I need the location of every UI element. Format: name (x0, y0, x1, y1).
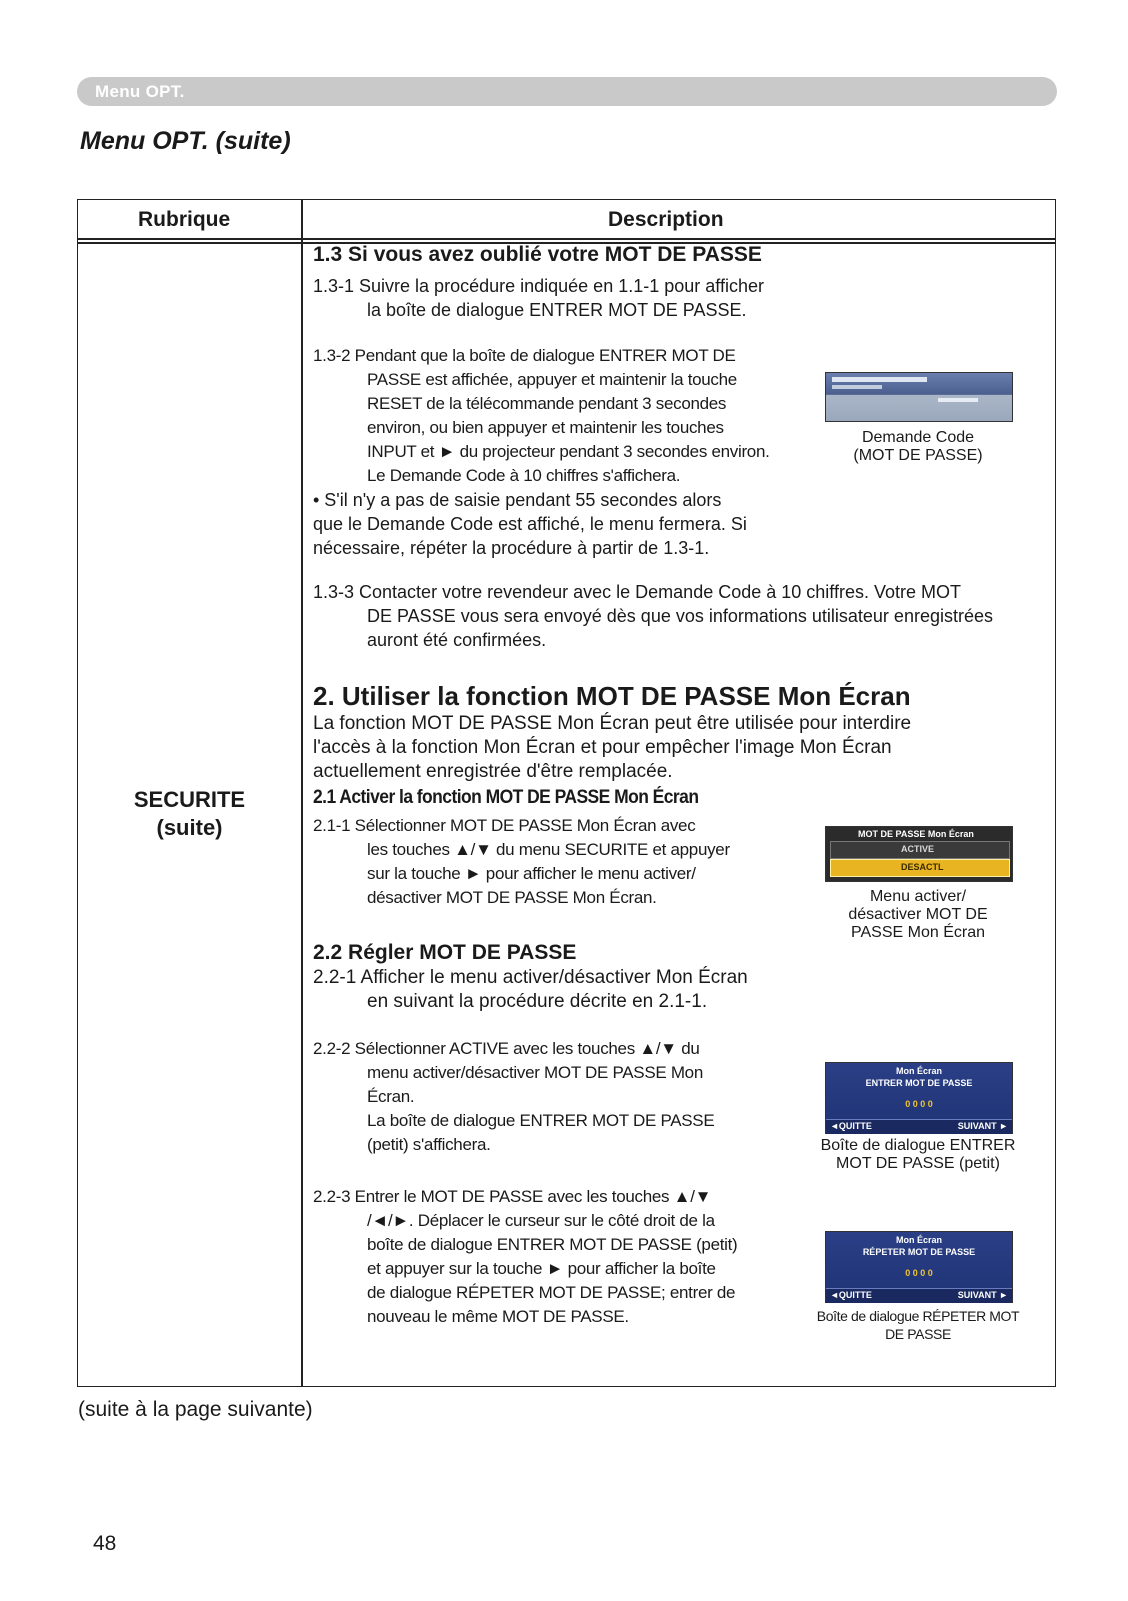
caption-line: Demande Code (861, 429, 975, 446)
dialog-subtitle: RÉPETER MOT DE PASSE (862, 1247, 976, 1257)
text-line: INPUT et ► du projecteur pendant 3 secondes environ. (367, 442, 770, 461)
caption-line: Menu activer/ (869, 888, 967, 905)
column-header-rubrique: Rubrique (138, 208, 231, 231)
text-line: actuellement enregistrée d'être remplacée. (313, 761, 673, 782)
text-line: la boîte de dialogue ENTRER MOT DE PASSE. (367, 300, 747, 320)
text-line: boîte de dialogue ENTRER MOT DE PASSE (petit) (367, 1235, 738, 1254)
note-1-3 (313, 488, 747, 560)
intro-2 (313, 712, 911, 784)
text-line: 1.3-1 Suivre la procédure indiquée en 1.1-1 pour afficher (313, 276, 764, 296)
heading-2-1: 2.1 Activer la fonction MOT DE PASSE Mon Écran (313, 787, 699, 808)
text-line: 2.2-1 Afficher le menu activer/désactiver Mon Écran (313, 967, 748, 988)
heading-2: 2. Utiliser la fonction MOT DE PASSE Mon Écran (313, 681, 911, 711)
rubrique-suite: (suite) (156, 815, 223, 840)
text-line: les touches ▲/▼ du menu SECURITE et appuyer (367, 840, 730, 859)
caption-line: PASSE Mon Écran (851, 924, 985, 941)
dialog-code: 0 0 0 0 (905, 1268, 933, 1278)
text-line: /◄/►. Déplacer le curseur sur le côté droit de la (367, 1211, 715, 1230)
column-divider (301, 200, 303, 1386)
screenshot-subtitle-bar (832, 385, 882, 389)
section-banner (77, 77, 1057, 106)
text-line: • S'il n'y a pas de saisie pendant 55 secondes alors (313, 490, 722, 510)
dialog-subtitle: ENTRER MOT DE PASSE (865, 1078, 973, 1088)
rubrique-securite: SECURITE (133, 787, 246, 812)
heading-2-2: 2.2 Régler MOT DE PASSE (313, 941, 577, 964)
step-1-3-2 (313, 344, 770, 488)
text-line: 2.2-3 Entrer le MOT DE PASSE avec les touches ▲/▼ (313, 1187, 712, 1206)
dialog-footer (826, 1119, 1012, 1134)
menu-option-desactl-row (830, 859, 1010, 877)
text-line: en suivant la procédure décrite en 2.1-1. (367, 991, 708, 1012)
text-line: Écran. (367, 1087, 415, 1106)
step-2-2-3 (313, 1185, 737, 1329)
dialog-footer (826, 1288, 1012, 1303)
repeter-dialog-caption (803, 1307, 1033, 1343)
entrer-dialog-caption (803, 1137, 1033, 1173)
text-line: 1.3-2 Pendant que la boîte de dialogue ENTRER MOT DE (313, 346, 736, 365)
section-tab-label: Menu OPT. (95, 82, 185, 101)
text-line: de dialogue RÉPETER MOT DE PASSE; entrer de (367, 1283, 736, 1302)
page-number: 48 (93, 1532, 117, 1555)
screenshot-title-bar (832, 377, 927, 382)
text-line: nouveau le même MOT DE PASSE. (367, 1307, 629, 1326)
text-line: (petit) s'affichera. (367, 1135, 491, 1154)
text-line: et appuyer sur la touche ► pour afficher la boîte (367, 1259, 716, 1278)
demande-code-screenshot (825, 372, 1013, 422)
caption-line: (MOT DE PASSE) (853, 447, 983, 464)
continued-note: (suite à la page suivante) (78, 1398, 313, 1421)
repeter-dialog-screenshot (825, 1231, 1013, 1303)
menu-option-active: ACTIVE (901, 844, 935, 854)
header-divider (78, 238, 1055, 240)
text-line: 2.2-2 Sélectionner ACTIVE avec les touches ▲/▼ du (313, 1039, 700, 1058)
page-title: Menu OPT. (suite) (80, 127, 291, 155)
heading-1-3: 1.3 Si vous avez oublié votre MOT DE PASSE (313, 243, 762, 266)
description-table (77, 199, 1056, 1387)
screenshot-code-bar (938, 398, 978, 402)
step-2-2-2 (313, 1037, 714, 1157)
text-line: l'accès à la fonction Mon Écran et pour empêcher l'image Mon Écran (313, 737, 892, 758)
dialog-quit: ◄QUITTE (830, 1121, 872, 1131)
dialog-next: SUIVANT ► (957, 1290, 1008, 1300)
menu-option-desactl: DESACTL (901, 862, 944, 872)
caption-line: DE PASSE (885, 1326, 951, 1342)
dialog-title: Mon Écran (895, 1066, 942, 1076)
step-2-1-1 (313, 814, 730, 910)
text-line: 2.1-1 Sélectionner MOT DE PASSE Mon Écran avec (313, 816, 696, 835)
caption-line: désactiver MOT DE (848, 906, 988, 923)
text-line: environ, ou bien appuyer et maintenir les touches (367, 418, 724, 437)
text-line: La boîte de dialogue ENTRER MOT DE PASSE (367, 1111, 715, 1130)
caption-line: Boîte de dialogue ENTRER (820, 1137, 1016, 1154)
dialog-code: 0 0 0 0 (905, 1099, 933, 1109)
heading-2-1-wrap (313, 787, 732, 809)
text-line: DE PASSE vous sera envoyé dès que vos informations utilisateur enregistrées (367, 606, 993, 626)
text-line: Le Demande Code à 10 chiffres s'affichera. (367, 466, 681, 485)
step-1-3-3 (313, 580, 1053, 652)
text-line: 1.3-3 Contacter votre revendeur avec le Demande Code à 10 chiffres. Votre MOT (313, 582, 961, 602)
activer-menu-caption (803, 888, 1033, 942)
text-line: PASSE est affichée, appuyer et maintenir la touche (367, 370, 737, 389)
text-line: nécessaire, répéter la procédure à partir de 1.3-1. (313, 538, 710, 558)
text-line: menu activer/désactiver MOT DE PASSE Mon (367, 1063, 703, 1082)
step-2-2-1 (313, 966, 748, 1014)
dialog-next: SUIVANT ► (957, 1121, 1008, 1131)
menu-option-active-row (830, 841, 1010, 859)
text-line: auront été confirmées. (367, 630, 547, 650)
column-header-description: Description (608, 208, 724, 231)
text-line: La fonction MOT DE PASSE Mon Écran peut être utilisée pour interdire (313, 713, 912, 734)
caption-line: MOT DE PASSE (petit) (836, 1155, 1000, 1172)
menu-screenshot-title: MOT DE PASSE Mon Écran (858, 829, 974, 839)
text-line: désactiver MOT DE PASSE Mon Écran. (367, 888, 657, 907)
step-1-3-1 (313, 274, 764, 322)
dialog-title: Mon Écran (895, 1235, 942, 1245)
text-line: que le Demande Code est affiché, le menu fermera. Si (313, 514, 747, 534)
caption-line: Boîte de dialogue RÉPETER MOT (816, 1308, 1020, 1324)
entrer-dialog-screenshot (825, 1062, 1013, 1134)
dialog-quit: ◄QUITTE (830, 1290, 872, 1300)
text-line: RESET de la télécommande pendant 3 secondes (367, 394, 727, 413)
activer-menu-screenshot (825, 826, 1013, 882)
rubrique-cell (78, 786, 301, 842)
text-line: sur la touche ► pour afficher le menu activer/ (367, 864, 696, 883)
demande-code-caption (803, 429, 1033, 465)
